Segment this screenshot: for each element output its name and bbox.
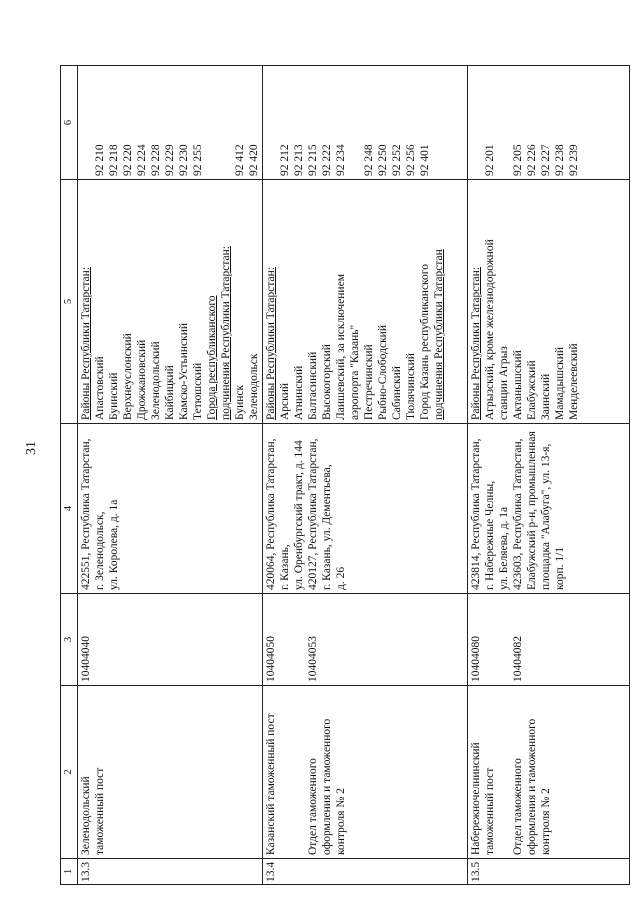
- regions-list: Районы Республики Татарстан: Агрызский, кроме железнодорожной станции Агрыз Актанышский Елабужский Заинский Мамадышский Менделеевский: [468, 180, 630, 424]
- table-row: [468, 66, 630, 885]
- regions-list: Районы Республики Татарстан: Апастовский Буинский Верхнеуслонский Дрожжановский Зеленодольский Кайбицкий Камско-Устьинский Тетюшский Города республиканского подчинения Республики Татарстан: Буинск Зеленодольск: [78, 180, 263, 424]
- post-code: 10404080 10404082: [468, 594, 630, 686]
- header-cell: 6: [61, 66, 78, 180]
- header-cell: 5: [61, 180, 78, 424]
- regions-list: Районы Республики Татарстан: Арский Атнинский Балтасинский Высокогорский Лаишевский, за исключением аэропорта "Казань" Пестречинский Рыбно-Слободский Сабинский Тюлячинский Город Казань республиканского подчинения Республики Татарстан: [263, 180, 468, 424]
- okato-codes: 92 212 92 213 92 215 92 222 92 234 92 248 92 250 92 252 92 256 92 401: [263, 66, 468, 180]
- header-cell: 3: [61, 594, 78, 686]
- row-number: 13.5: [468, 859, 630, 885]
- header-cell: 2: [61, 686, 78, 859]
- customs-table: [60, 65, 630, 885]
- header-cell: 1: [61, 859, 78, 885]
- post-address: 420064, Республика Татарстан, г. Казань, ул. Оренбургский тракт, д. 144 420127, Республика Татарстан, г. Казань, ул. Дементьева, д. 26: [263, 424, 468, 594]
- header-row: [61, 66, 78, 885]
- post-name: Казанский таможенный пост Отдел таможенного оформления и таможенного контроля № 2: [263, 686, 468, 859]
- post-code: 10404040: [78, 594, 263, 686]
- post-name: Зеленодольский таможенный пост: [78, 686, 263, 859]
- table-row: [263, 66, 468, 885]
- okato-codes: 92 210 92 218 92 220 92 224 92 228 92 229 92 230 92 255 92 412 92 420: [78, 66, 263, 180]
- page-number: 31: [24, 441, 39, 455]
- post-name: Набережночелнинский таможенный пост Отдел таможенного оформления и таможенного контроля № 2: [468, 686, 630, 859]
- row-number: 13.4: [263, 859, 468, 885]
- post-address: 423814, Республика Татарстан, г. Набережные Челны, ул. Беляева, д. 1а 423603, Республика Татарстан, Елабужский р-н, промышленная площадка "Алабуга", ул. 13-я, корп. 1/1: [468, 424, 630, 594]
- header-cell: 4: [61, 424, 78, 594]
- rotated-table-container: [60, 65, 620, 885]
- post-code: 10404050 10404053: [263, 594, 468, 686]
- row-number: 13.3: [78, 859, 263, 885]
- okato-codes: 92 201 92 205 92 226 92 227 92 238 92 239: [468, 66, 630, 180]
- post-address: 422551, Республика Татарстан, г. Зеленодольск, ул. Королева, д. 1а: [78, 424, 263, 594]
- table-row: [78, 66, 263, 885]
